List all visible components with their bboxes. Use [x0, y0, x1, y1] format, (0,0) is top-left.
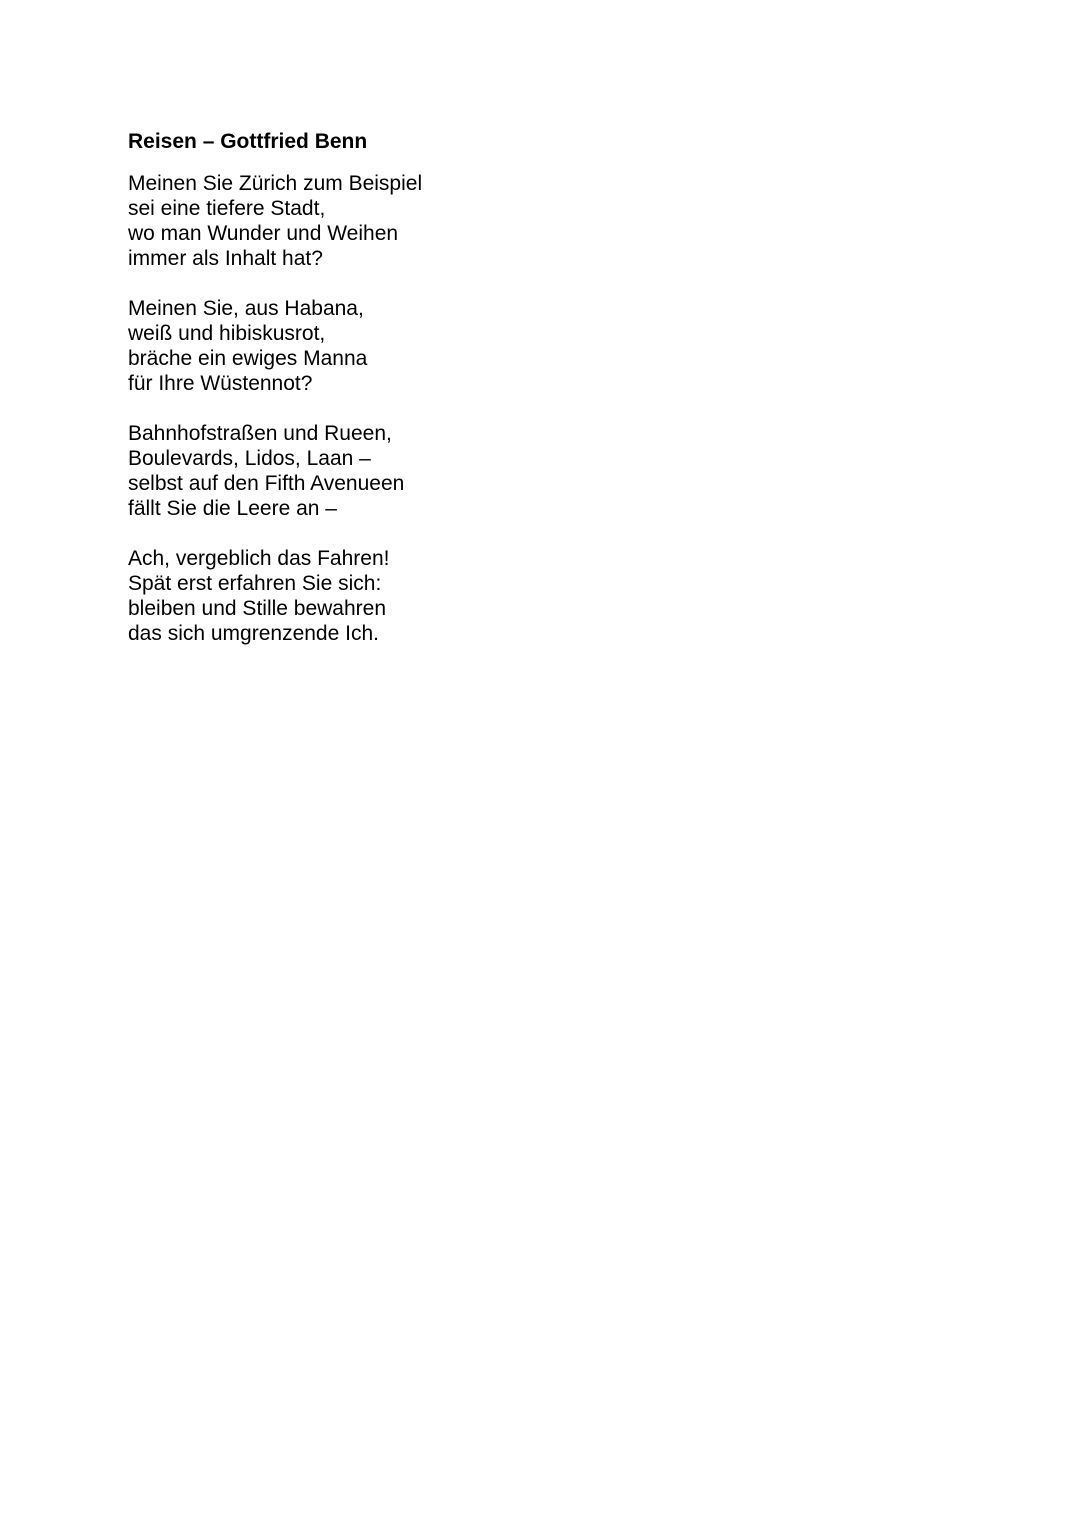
- stanza-3: [128, 421, 828, 521]
- poem-line: Bahnhofstraßen und Rueen,: [128, 422, 392, 445]
- poem: [128, 128, 828, 671]
- poem-line: für Ihre Wüstennot?: [128, 372, 313, 395]
- poem-line: Ach, vergeblich das Fahren!: [128, 547, 390, 570]
- poem-line: wo man Wunder und Weihen: [128, 222, 399, 245]
- stanza-1: [128, 171, 828, 271]
- stanza-4: [128, 546, 828, 646]
- poem-line: weiß und hibiskusrot,: [128, 322, 326, 345]
- poem-body: [128, 171, 828, 646]
- poem-line: bräche ein ewiges Manna: [128, 347, 368, 370]
- poem-line: immer als Inhalt hat?: [128, 247, 323, 270]
- poem-line: Meinen Sie Zürich zum Beispiel: [128, 172, 423, 195]
- poem-line: Boulevards, Lidos, Laan –: [128, 447, 371, 470]
- poem-line: Meinen Sie, aus Habana,: [128, 297, 364, 320]
- stanza-2: [128, 296, 828, 396]
- poem-line: bleiben und Stille bewahren: [128, 597, 387, 620]
- poem-title: Reisen – Gottfried Benn: [128, 130, 368, 153]
- poem-line: Spät erst erfahren Sie sich:: [128, 572, 382, 595]
- poem-line: sei eine tiefere Stadt,: [128, 197, 326, 220]
- poem-line: das sich umgrenzende Ich.: [128, 622, 379, 645]
- poem-line: selbst auf den Fifth Avenueen: [128, 472, 405, 495]
- poem-line: fällt Sie die Leere an –: [128, 497, 337, 520]
